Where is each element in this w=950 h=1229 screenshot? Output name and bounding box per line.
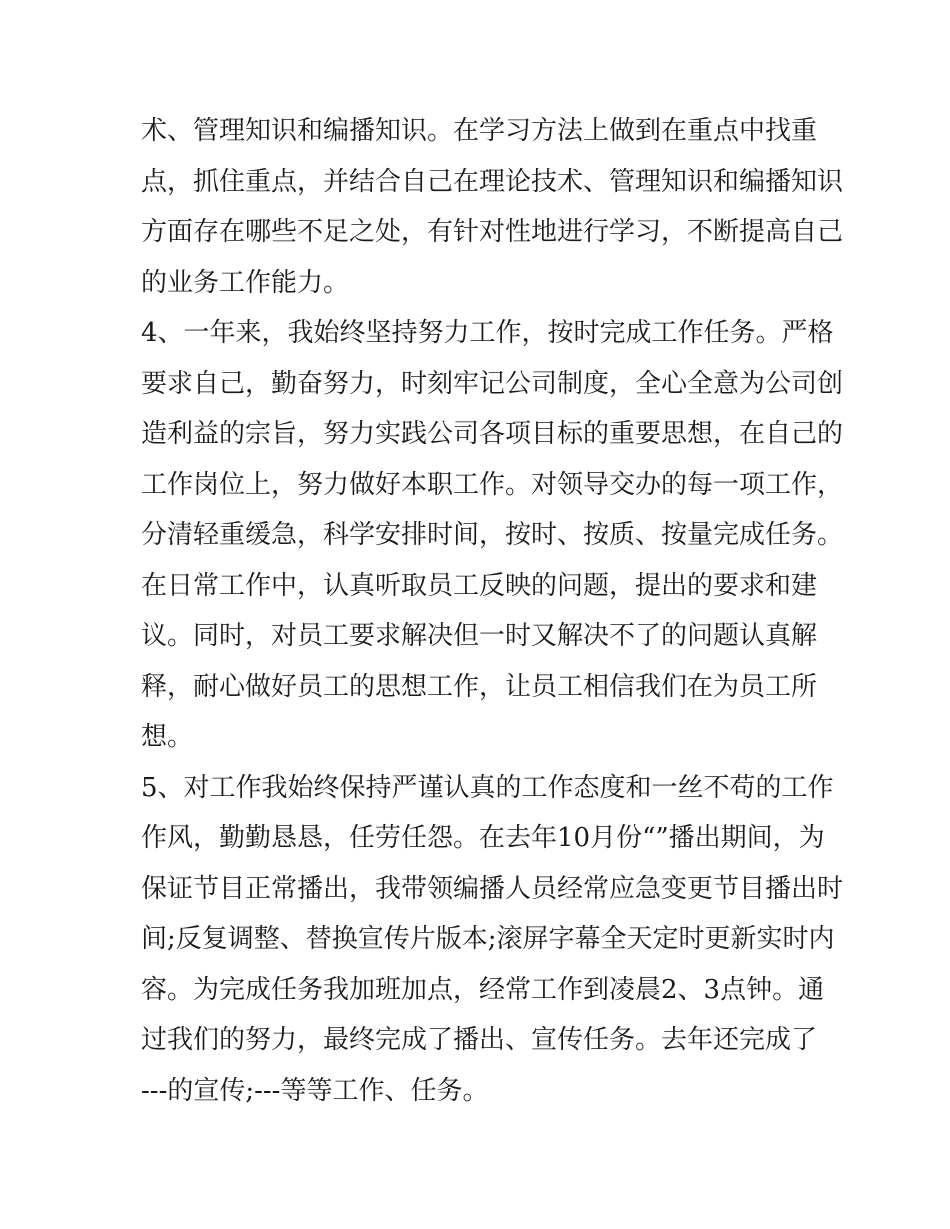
text-line: 过我们的努力，最终完成了播出、宣传任务。去年还完成了 bbox=[141, 1025, 818, 1055]
text-line: 的业务工作能力。 bbox=[141, 267, 350, 298]
text-line: 想。 bbox=[141, 722, 194, 752]
text-line: 作风，勤勤恳恳，任劳任怨。在去年10月份“”播出期间，为 bbox=[141, 823, 825, 853]
text-line: 要求自己，勤奋努力，时刻牢记公司制度，全心全意为公司创 bbox=[141, 368, 844, 399]
text-line: 间;反复调整、替换宣传片版本;滚屏字幕全天定时更新实时内 bbox=[141, 924, 835, 954]
body-text bbox=[141, 106, 844, 1116]
text-line: 5、对工作我始终保持严谨认真的工作态度和一丝不苟的工作 bbox=[141, 772, 834, 803]
text-line: 分清轻重缓急，科学安排时间，按时、按质、按量完成任务。 bbox=[141, 520, 844, 550]
text-line: 点，抓住重点，并结合自己在理论技术、管理知识和编播知识 bbox=[141, 166, 844, 197]
text-line: 术、管理知识和编播知识。在学习方法上做到在重点中找重 bbox=[141, 116, 818, 146]
text-line: 议。同时，对员工要求解决但一时又解决不了的问题认真解 bbox=[141, 621, 818, 651]
text-line: 造利益的宗旨，努力实践公司各项目标的重要思想，在自己的 bbox=[141, 419, 844, 449]
text-line: 释，耐心做好员工的思想工作，让员工相信我们在为员工所 bbox=[141, 671, 818, 702]
text-line: 方面存在哪些不足之处，有针对性地进行学习，不断提高自己 bbox=[141, 217, 844, 247]
text-line: 容。为完成任务我加班加点，经常工作到凌晨2、3点钟。通 bbox=[141, 974, 825, 1005]
text-line: ---的宣传;---等等工作、任务。 bbox=[141, 1075, 489, 1106]
text-line: 4、一年来，我始终坚持努力工作，按时完成工作任务。严格 bbox=[141, 318, 834, 348]
text-line: 保证节目正常播出，我带领编播人员经常应急变更节目播出时 bbox=[141, 873, 844, 904]
text-line: 工作岗位上，努力做好本职工作。对领导交办的每一项工作， bbox=[141, 469, 844, 500]
text-line: 在日常工作中，认真听取员工反映的问题，提出的要求和建 bbox=[141, 570, 818, 601]
